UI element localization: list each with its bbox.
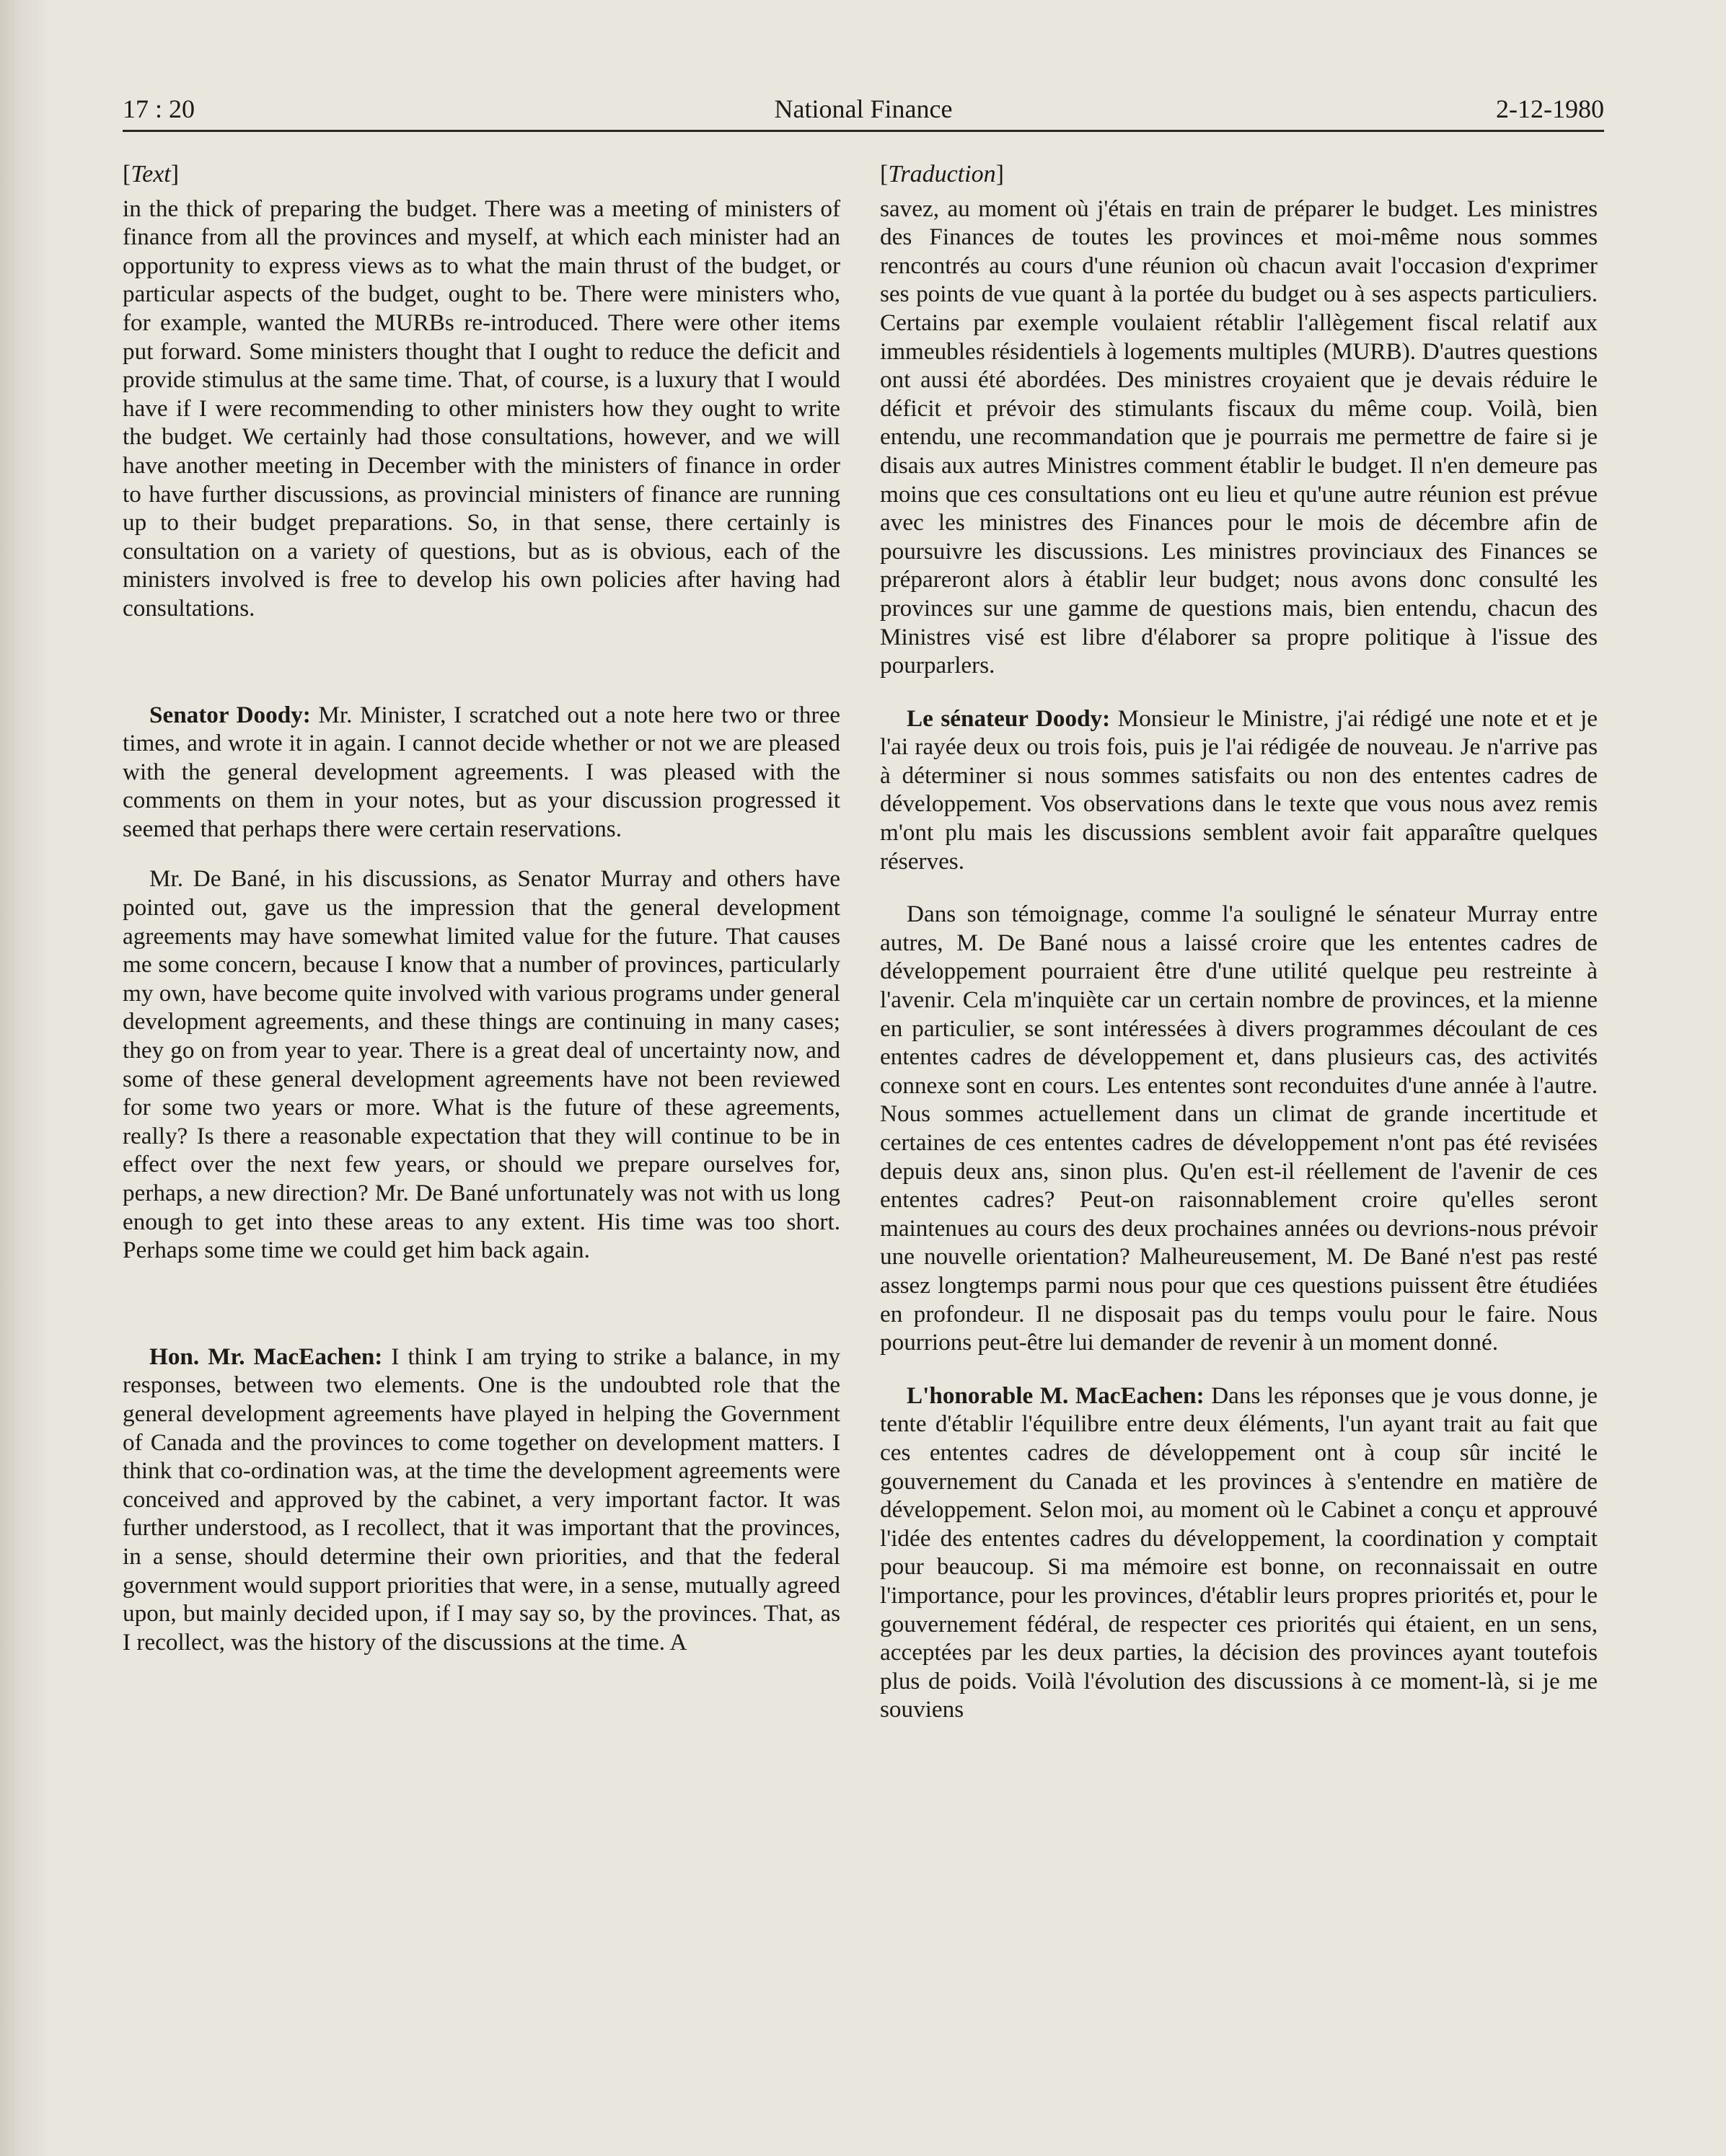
english-column bbox=[123, 160, 840, 1656]
speaker-name: Senator Doody: bbox=[149, 701, 311, 728]
column-label-traduction: [Traduction] bbox=[880, 161, 1004, 187]
paragraph-continuation: savez, au moment où j'étais en train de préparer le budget. Les ministres des Finances de toutes les provinces et moi-même nous sommes rencontrés au cours d'une réunion où chacun avait l'occasion d'exprimer ses points de vue quant à la portée du budget ou à ses aspects particuliers. Certains par exemple voulaient rétablir l'allègement fiscal relatif aux immeubles résidentiels à logements multiples (MURB). D'autres questions ont aussi été abordées. Des ministres croyaient que je devais réduire le déficit et prévoir des stimulants fiscaux du même coup. Voilà, bien entendu, une recommandation que je pourrais me permettre de faire si je disais aux autres Ministres comment établir le budget. Il n'en demeure pas moins que ces consultations ont eu lieu et qu'une autre réunion est prévue avec les ministres des Finances pour le mois de décembre afin de poursuivre les discussions. Les ministres provinciaux des Finances se prépareront alors à établir leur budget; nous avons donc consulté les provinces sur une gamme de questions mais, bien entendu, chacun des Ministres visé est libre d'élaborer sa propre politique à l'issue des pourparlers. bbox=[880, 195, 1598, 679]
paragraph-temoignage: Dans son témoignage, comme l'a souligné le sénateur Murray entre autres, M. De Bané nous a laissé croire que les ententes cadres de développement pourraient être d'une utilité quelque peu restreinte à l'avenir. Cela m'inquiète car un certain nombre de provinces, et la mienne en particulier, se sont intéressées à divers programmes découlant de ces ententes cadres de développement et, dans plusieurs cas, des activités connexe sont en cours. Les ententes sont reconduites d'une année à l'autre. Nous sommes actuellement dans un climat de grande incertitude et certaines de ces ententes cadres de développement n'ont pas été revisées depuis deux ans, sinon plus. Qu'en est-il réellement de l'avenir de ces ententes cadres? Peut-on raisonnablement croire qu'elles seront maintenues au cours des deux prochaines années ou devrions-nous prévoir une nouvelle orientation? Malheureusement, M. De Bané n'est pas resté assez longtemps parmi nous pour que ces questions puissent être étudiées en profondeur. Il ne disposait pas du temps voulu pour le faire. Nous pourrions peut-être lui demander de revenir à un moment donné. bbox=[880, 901, 1598, 1356]
speaker-name: L'honorable M. MacEachen: bbox=[907, 1382, 1205, 1409]
speaker-name: Hon. Mr. MacEachen: bbox=[149, 1343, 383, 1370]
paragraph-continuation: in the thick of preparing the budget. There was a meeting of ministers of finance from all the provinces and myself, at which each minister had an opportunity to express views as to what the main thrust of the budget, or particular aspects of the budget, ought to be. There were ministers who, for example, wanted the MURBs re-introduced. There were other items put forward. Some ministers thought that I ought to reduce the deficit and provide stimulus at the same time. That, of course, is a luxury that I would have if I were recommending to other ministers how they ought to write the budget. We certainly had those consultations, however, and we will have another meeting in December with the ministers of finance in order to have further discussions, as provincial ministers of finance are running up to their budget preparations. So, in that sense, there certainly is consultation on a variety of questions, but as is obvious, each of the ministers involved is free to develop his own policies after having had consultations. bbox=[123, 195, 840, 622]
running-header bbox=[123, 78, 1604, 132]
paragraph-maceachen-fr: L'honorable M. MacEachen: Dans les réponses que je vous donne, je tente d'établir l'équilibre entre deux éléments, l'un ayant trait au fait que ces ententes cadres de développement ont à coup sûr incité le gouvernement du Canada et les provinces à s'entendre en matière de développement. Selon moi, au moment où le Cabinet a conçu et approuvé l'idée des ententes cadres du développement, la coordination y comptait pour beaucoup. Si ma mémoire est bonne, on reconnaissait en outre l'importance, pour les provinces, d'établir leurs propres priorités et, pour le gouvernement fédéral, de respecter ces priorités qui étaient, en un sens, acceptées par les deux parties, la décision des provinces ayant toutefois plus de poids. Voilà l'évolution des discussions à ce moment-là, si je me souviens bbox=[880, 1382, 1598, 1723]
header-date: 2-12-1980 bbox=[1496, 94, 1604, 123]
column-label-text: [Text] bbox=[123, 161, 180, 187]
paragraph-senator-doody: Senator Doody: Mr. Minister, I scratched out a note here two or three times, and wrote it in again. I cannot decide whether or not we are pleased with the general development agreements. I was pleased with the comments on them in your notes, but as your discussion progressed it seemed that perhaps there were certain reservations. bbox=[123, 701, 840, 842]
paragraph-de-bane: Mr. De Bané, in his discussions, as Senator Murray and others have pointed out, gave us the impression that the general development agreements may have somewhat limited value for the future. That causes me some concern, because I know that a number of provinces, particularly my own, have become quite involved with various programs under general development agreements, and these things are continuing in many cases; they go on from year to year. There is a great deal of uncertainty now, and some of these general development agreements have not been reviewed for some two years or more. What is the future of these agreements, really? Is there a reasonable expectation that they will continue to be in effect over the next few years, or should we prepare ourselves for, perhaps, a new direction? Mr. De Bané unfortunately was not with us long enough to get into these areas to any extent. His time was too short. Perhaps some time we could get him back again. bbox=[123, 865, 840, 1264]
page-binding-edge bbox=[0, 0, 50, 2156]
paragraph-senateur-doody: Le sénateur Doody: Monsieur le Ministre, j'ai rédigé une note et et je l'ai rayée deux ou trois fois, puis je l'ai rédigée de nouveau. Je n'arrive pas à déterminer si nous sommes satisfaits ou non des ententes cadres de développement. Vos observations dans le texte que vous nous avez remis m'ont plu mais les discussions semblent avoir fait apparaître quelques réserves. bbox=[880, 704, 1598, 875]
page-number: 17 : 20 bbox=[123, 94, 195, 123]
publication-title: National Finance bbox=[774, 94, 953, 123]
french-column bbox=[880, 160, 1598, 1724]
speaker-name: Le sénateur Doody: bbox=[907, 704, 1111, 732]
paragraph-maceachen: Hon. Mr. MacEachen: I think I am trying to strike a balance, in my responses, between two elements. One is the undoubted role that the general development agreements have played in helping the Government of Canada and the provinces to come together on development matters. I think that co-ordination was, at the time the development agreements were conceived and approved by the cabinet, a very important factor. It was further understood, as I recollect, that it was important that the provinces, in a sense, should determine their own priorities, and that the federal government would support priorities that were, in a sense, mutually agreed upon, but mainly decided upon, if I may say so, by the provinces. That, as I recollect, was the history of the discussions at the time. A bbox=[123, 1343, 840, 1656]
